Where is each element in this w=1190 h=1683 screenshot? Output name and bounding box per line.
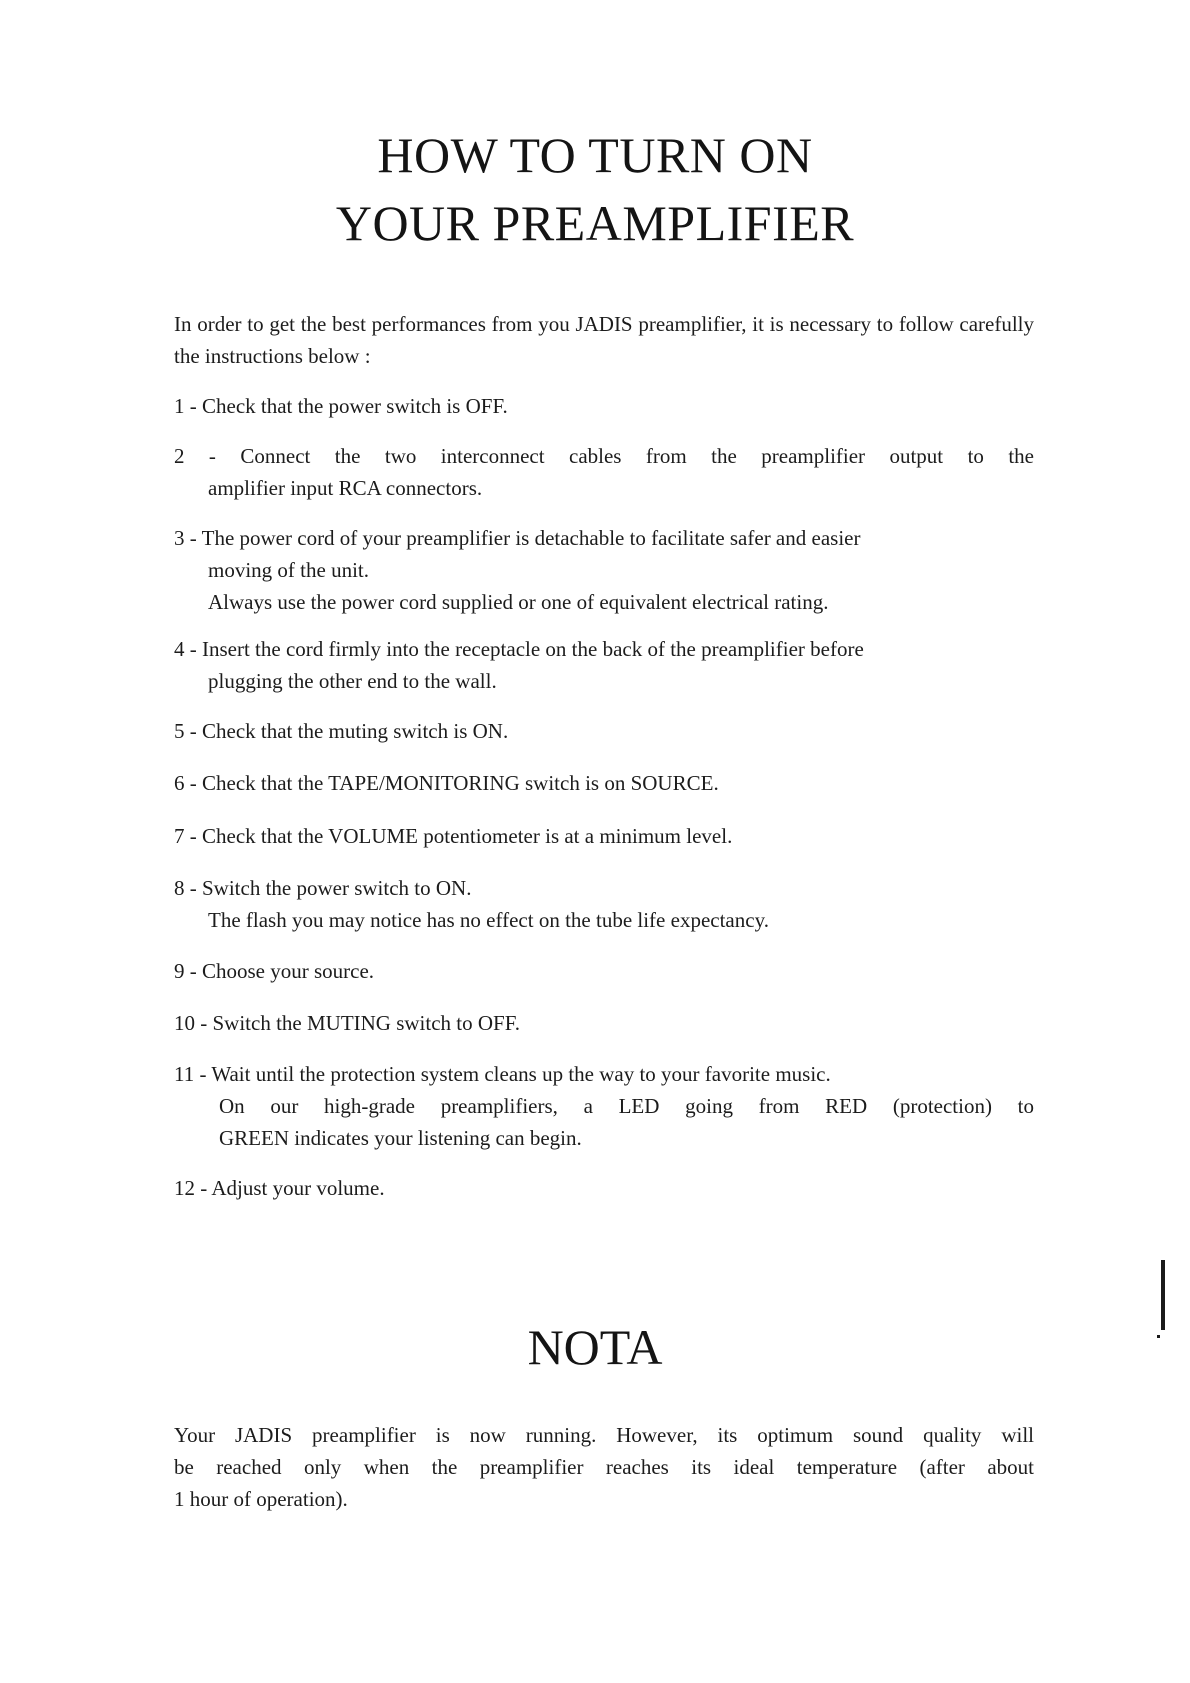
step-8-line-1: 8 - Switch the power switch to ON. <box>174 876 472 900</box>
step-8-line-2: The flash you may notice has no effect on the tube life expectancy. <box>208 908 769 932</box>
step-7-line-1: 7 - Check that the VOLUME potentiometer is at a minimum level. <box>174 824 733 848</box>
step-2-line-1: 2 - Connect the two interconnect cables from the preamplifier output to the <box>174 444 1034 468</box>
nota-line-3: 1 hour of operation). <box>174 1487 348 1511</box>
instruction-step-6 <box>174 767 1034 799</box>
scan-mark-dot <box>1157 1335 1160 1338</box>
step-5-line-1: 5 - Check that the muting switch is ON. <box>174 719 509 743</box>
page-title-line-1: HOW TO TURN ON <box>377 127 813 183</box>
step-4-line-2: plugging the other end to the wall. <box>208 669 497 693</box>
step-3-line-2: moving of the unit. <box>208 558 369 582</box>
instruction-step-1 <box>174 390 1034 422</box>
step-2-line-2: amplifier input RCA connectors. <box>208 476 483 500</box>
instruction-step-9 <box>174 955 1034 987</box>
instruction-step-5 <box>174 715 1034 747</box>
step-3-line-3: Always use the power cord supplied or one of equivalent electrical rating. <box>208 590 829 614</box>
step-11-line-1: 11 - Wait until the protection system cleans up the way to your favorite music. <box>174 1062 831 1086</box>
step-4-line-1: 4 - Insert the cord firmly into the receptacle on the back of the preamplifier before <box>174 637 864 661</box>
step-12-line-1: 12 - Adjust your volume. <box>174 1176 385 1200</box>
instruction-step-8 <box>174 872 1034 936</box>
step-11-line-3: GREEN indicates your listening can begin. <box>219 1126 582 1150</box>
nota-heading: NOTA <box>527 1319 663 1375</box>
instruction-step-4 <box>174 633 1034 697</box>
step-3-line-1: 3 - The power cord of your preamplifier is detachable to facilitate safer and easier <box>174 526 861 550</box>
nota-line-1: Your JADIS preamplifier is now running. However, its optimum sound quality will <box>174 1423 1034 1447</box>
scan-mark <box>1161 1260 1165 1330</box>
instruction-step-10 <box>174 1007 1034 1039</box>
page-title-line-2: YOUR PREAMPLIFIER <box>335 195 855 251</box>
step-10-line-1: 10 - Switch the MUTING switch to OFF. <box>174 1011 520 1035</box>
step-9-line-1: 9 - Choose your source. <box>174 959 375 983</box>
instruction-step-12 <box>174 1172 1034 1204</box>
instruction-step-7 <box>174 820 1034 852</box>
step-11-line-2: On our high-grade preamplifiers, a LED going from RED (protection) to <box>219 1094 1034 1118</box>
nota-line-2: be reached only when the preamplifier reaches its ideal temperature (after about <box>174 1455 1034 1479</box>
step-6-line-1: 6 - Check that the TAPE/MONITORING switch is on SOURCE. <box>174 771 719 795</box>
intro-paragraph: In order to get the best performances from you JADIS preamplifier, it is necessary to follow carefully the instructions below : <box>174 312 1034 368</box>
nota-paragraph <box>174 1419 1034 1515</box>
instruction-step-2 <box>174 440 1034 504</box>
instruction-step-11 <box>174 1058 1034 1154</box>
instruction-step-3 <box>174 522 1034 618</box>
step-1-line-1: 1 - Check that the power switch is OFF. <box>174 394 508 418</box>
